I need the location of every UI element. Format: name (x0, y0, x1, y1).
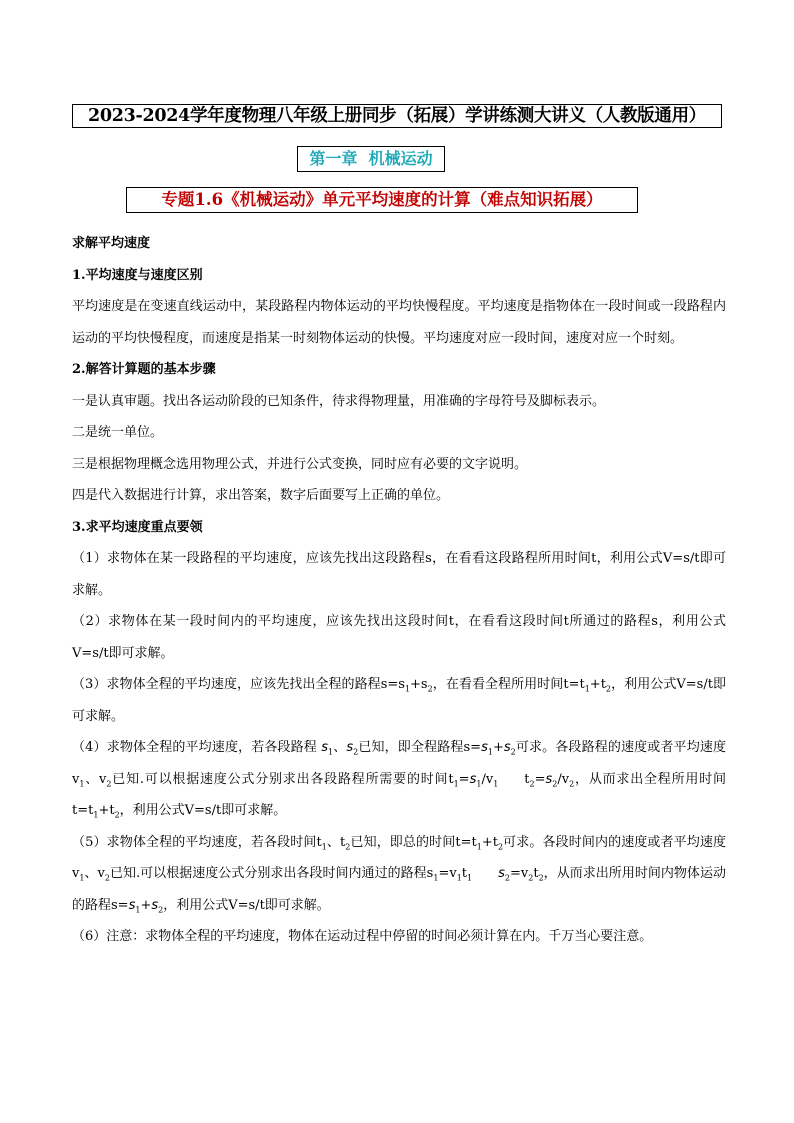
topic-title: 专题1.6《机械运动》单元平均速度的计算（难点知识拓展） (126, 187, 638, 213)
point-1: （1）求物体在某一段路程的平均速度，应该先找出这段路程s，在看看这段路程所用时间t，利用公式V=s/t即可求解。 (72, 551, 726, 598)
step-1: 一是认真审题。找出各运动阶段的已知条件，待求得物理量，用准确的字母符号及脚标表示。 (72, 393, 606, 409)
section-3-title: 3.求平均速度重点要领 (72, 519, 203, 535)
step-2: 二是统一单位。 (72, 425, 164, 440)
point-6: （6）注意：求物体全程的平均速度，物体在运动过程中停留的时间必须计算在内。千万当心要注意。 (72, 929, 653, 944)
chapter-title: 第一章 机械运动 (297, 146, 445, 172)
point-5: （5）求物体全程的平均速度，若各段时间$t_1$、$t_2$已知，即总的时间$t=t_1+t_2$可求。各段时间内的速度或者平均速度$v_1$、$v_2$已知.可以根据速度公式分别求出各段时间内通过的路程$s_1=v_1t_1$ $s_2=v_2t_2$，从而求出所用时间内物体运动的路程$s=s_1+s_2$，利用公式V=s/t即可求解。 (72, 834, 727, 915)
section-1-title: 1.平均速度与速度区别 (72, 267, 203, 283)
document-body (72, 228, 726, 953)
point-4: （4）求物体全程的平均速度，若各段路程 $s_1$、$s_2$已知，即全程路程$s=s_1+s_2$可求。各段路程的速度或者平均速度$v_1$、$v_2$已知.可以根据速度公式分别求出各段路程所需要的时间$t_1=s_1/v_1$ $t_2=s_2/v_2$，从而求出全程所用时间$t=t_1+t_2$，利用公式V=s/t即可求解。 (72, 740, 726, 820)
step-4: 四是代入数据进行计算，求出答案，数字后面要写上正确的单位。 (72, 488, 450, 503)
main-title: 2023-2024学年度物理八年级上册同步（拓展）学讲练测大讲义（人教版通用） (72, 104, 722, 128)
section-heading: 求解平均速度 (72, 236, 151, 251)
step-3: 三是根据物理概念选用物理公式，并进行公式变换，同时应有必要的文字说明。 (72, 456, 528, 472)
point-2: （2）求物体在某一段时间内的平均速度，应该先找出这段时间t，在看看这段时间t所通过的路程s，利用公式V=s/t即可求解。 (72, 614, 726, 661)
section-2-title: 2.解答计算题的基本步骤 (72, 362, 216, 377)
section-1-paragraph: 平均速度是在变速直线运动中，某段路程内物体运动的平均快慢程度。平均速度是指物体在一段时间或一段路程内运动的平均快慢程度，而速度是指某一时刻物体运动的快慢。平均速度对应一段时间，速度对应一个时刻。 (72, 299, 726, 346)
point-3: （3）求物体全程的平均速度，应该先找出全程的路程$s=s_1+s_2$，在看看全程所用时间$t=t_1+t_2$，利用公式V=s/t即可求解。 (72, 677, 726, 724)
